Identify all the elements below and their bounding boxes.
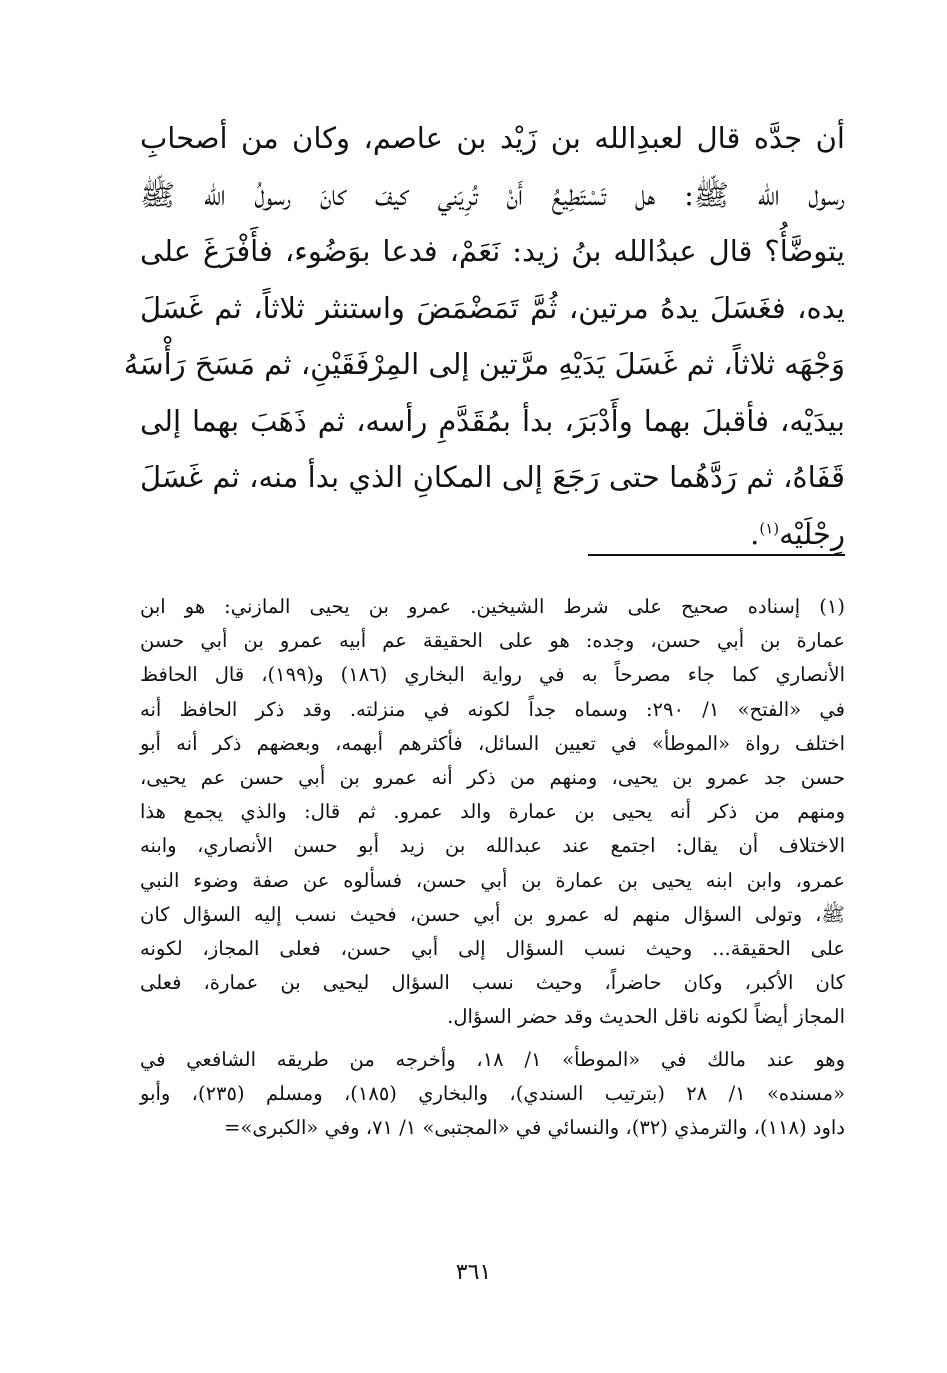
footnote-line: المجاز أيضاً لكونه ناقل الحديث وقد حضر السؤال. [447, 1005, 845, 1029]
page-number: ٣٦١ [455, 1260, 492, 1285]
footnote-line: اختلف رواة «الموطأ» في تعيين السائل، فأكثرهم أبهمه، وبعضهم ذكر أنه أبو [140, 731, 845, 755]
footnote-paragraph-2 [140, 1043, 845, 1146]
main-line: يده، فغَسَلَ يدهُ مرتين، ثُمَّ تَمَضْمَضَ واستنثر ثلاثاً، ثم غَسَلَ [140, 290, 845, 325]
main-line-last-text: رِجْلَيْه [779, 516, 845, 551]
footnote-line: ومنهم من ذكر أنه يحيى بن عمارة والد عمرو. ثم قال: والذي يجمع هذا [140, 800, 845, 824]
footnote-line: عمارة بن أبي حسن، وجده: هو على الحقيقة عم أبيه عمرو بن أبي حسن [140, 629, 845, 653]
main-text-block [123, 110, 845, 562]
footnote-paragraph-1 [140, 590, 845, 1035]
footnote-line: داود (١١٨)، والترمذي (٣٢)، والنسائي في «المجتبى» ١/ ٧١، وفي «الكبرى»= [224, 1116, 845, 1140]
main-paragraph [123, 110, 845, 562]
footnote-line: الاختلاف أن يقال: اجتمع عند عبدالله بن زيد أبو حسن الأنصاري، وابنه [140, 834, 845, 858]
main-line: قَفَاهُ، ثم رَدَّهُما حتى رَجَعَ إلى المكانِ الذي بدأ منه، ثم غَسَلَ [140, 460, 845, 494]
main-line: يتوضَّأُ؟ قال عبدُالله بنُ زيد: نَعَمْ، فدعا بوَضُوء، فأَفْرَغَ على [140, 234, 845, 268]
footnote-line: وهو عند مالك في «الموطأ» ١/ ١٨، وأخرجه من طريقه الشافعي في [140, 1047, 845, 1071]
end-punctuation: . [750, 516, 760, 551]
footnote-line: ﷺ، وتولى السؤال منهم له عمرو بن أبي حسن، فحيث نسب إليه السؤال كان [140, 902, 845, 926]
footnote-marker-link[interactable]: (١) [759, 518, 780, 537]
footnote-line: في «الفتح» ١/ ٢٩٠: وسماه جداً لكونه في منزلته. وقد ذكر الحافظ أنه [140, 697, 845, 721]
main-line: رسول الله ﷺ: هل تَسْتَطِيعُ أَنْ تُرِيَني كيفَ كانَ رسولُ الله ﷺ [140, 177, 845, 212]
footnote-line: «مسنده» ١/ ٢٨ (بترتيب السندي)، والبخاري (١٨٥)، ومسلم (٢٣٥)، وأبو [140, 1081, 845, 1105]
main-line: وَجْهَه ثلاثاً، ثم غَسَلَ يَدَيْهِ مرَّتين إلى المِرْفَقَيْنِ، ثم مَسَحَ رَأْسَهُ [123, 347, 845, 381]
footnote-line: كان الأكبر، وكان حاضراً، وحيث نسب السؤال ليحيى بن عمارة، فعلى [140, 971, 845, 995]
footnote-line: (١) إسناده صحيح على شرط الشيخين. عمرو بن يحيى المازني: هو ابن [140, 595, 845, 618]
footnotes-block [140, 590, 845, 1145]
footnote-line: الأنصاري كما جاء مصرحاً به في رواية البخاري (١٨٦) و(١٩٩)، قال الحافظ [140, 663, 845, 687]
footnote-separator [588, 554, 845, 556]
main-line: أن جدَّه قال لعبدِالله بن زَيْد بن عاصم، وكان من أصحابِ [140, 121, 845, 155]
footnote-line: على الحقيقة... وحيث نسب السؤال إلى أبي حسن، فعلى المجاز، لكونه [140, 937, 845, 961]
footnote-line: حسن جد عمرو بن يحيى، ومنهم من ذكر أنه عمرو بن أبي حسن عم يحيى، [140, 766, 845, 790]
main-line: بيدَيْه، فأقبلَ بهما وأَدْبَرَ، بدأ بمُقَدَّمِ رأسه، ثم ذَهَبَ بهما إلى [140, 403, 845, 438]
footnote-line: عمرو، وابن ابنه يحيى بن عمارة بن أبي حسن، فسألوه عن صفة وضوء النبي [140, 868, 845, 892]
